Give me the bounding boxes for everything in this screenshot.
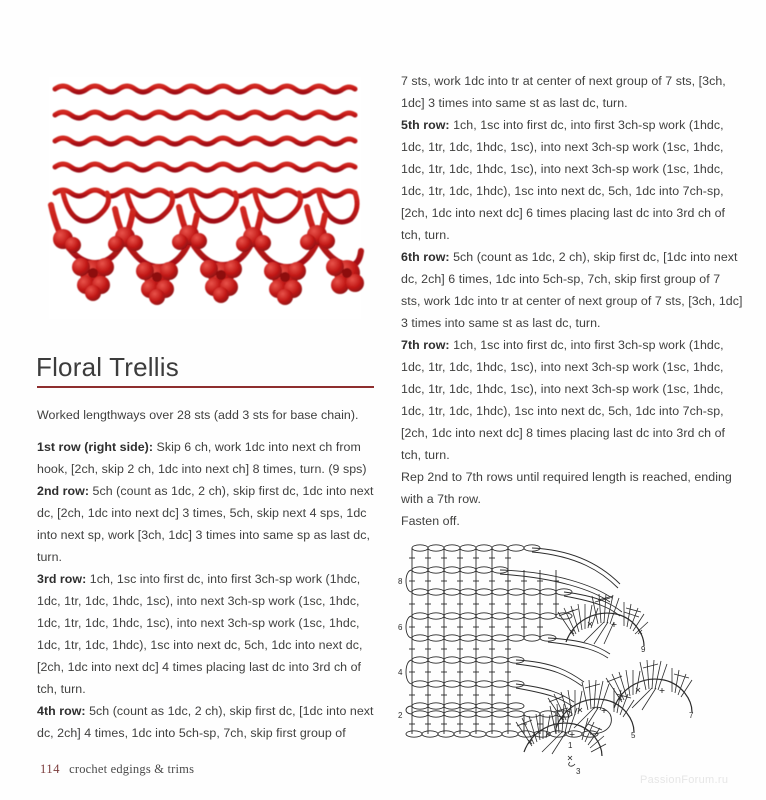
row-3-label: 3rd row:	[37, 572, 87, 586]
row-6-text: 5ch (count as 1dc, 2 ch), skip first dc, [1dc into next dc, 2ch] 6 times, 1dc into 5ch-sp, 7ch, skip first group of 7 sts, work 1dc into tr at center of next group of 7 sts, [3ch, 1dc] 3 times into same st as last dc, turn.	[401, 250, 743, 330]
instructions-left-column	[37, 404, 377, 744]
row-3-text: 1ch, 1sc into first dc, into first 3ch-sp work (1hdc, 1dc, 1tr, 1dc, 1hdc, 1sc), into next 3ch-sp work (1sc, 1hdc, 1dc, 1tr, 1dc, 1hdc, 1sc), into next 3ch-sp work (1sc, 1hdc, 1dc, 1tr, 1dc, 1hdc), 1sc into next dc, 5ch, 1dc into next dc, [2ch, 1dc into next dc] 4 times placing last dc into 3rd ch of tch, turn.	[37, 572, 363, 696]
crochet-stitch-chart	[398, 538, 748, 776]
diagram-row-label-3: 3	[576, 767, 581, 776]
row-2-text: 5ch (count as 1dc, 2 ch), skip first dc, 1dc into next dc, [2ch, 1dc into next dc] 3 times, 5ch, skip next 4 sps, 1dc into next sp, work [3ch, 1dc] 3 times into same sp as last dc, turn.	[37, 484, 374, 564]
page-number: 114	[40, 762, 61, 776]
row-6-label: 6th row:	[401, 250, 450, 264]
row-4-cont-text: 7 sts, work 1dc into tr at center of next group of 7 sts, [3ch, 1dc] 3 times into same st as last dc, turn.	[401, 74, 726, 110]
page-footer	[40, 762, 194, 777]
intro-spacer	[37, 426, 377, 436]
fasten-off-instruction	[401, 510, 743, 532]
row-2-label: 2nd row:	[37, 484, 90, 498]
row-1-text: Skip 6 ch, work 1dc into next ch from hook, [2ch, skip 2 ch, 1dc into next ch] 8 times, turn. (9 sps)	[37, 440, 367, 476]
crochet-photo-graphic	[49, 77, 361, 319]
repeat-text: Rep 2nd to 7th rows until required length is reached, ending with a 7th row.	[401, 470, 732, 506]
row-7-label: 7th row:	[401, 338, 450, 352]
instruction-row-6	[401, 246, 743, 334]
row-4-text: 5ch (count as 1dc, 2 ch), skip first dc, [1dc into next dc, 2ch] 4 times, 1dc into 5ch-sp, 7ch, skip first group of	[37, 704, 374, 740]
title-underline-rule	[37, 386, 374, 388]
row-7-text: 1ch, 1sc into first dc, into first 3ch-sp work (1hdc, 1dc, 1tr, 1dc, 1hdc, 1sc), into next 3ch-sp work (1sc, 1hdc, 1dc, 1tr, 1dc, 1hdc, 1sc), into next 3ch-sp work (1sc, 1hdc, 1dc, 1tr, 1dc, 1hdc), 1sc into next dc, 5ch, 1dc into 7ch-sp, [2ch, 1dc into next dc] 8 times placing last dc into 3rd ch of tch, turn.	[401, 338, 726, 462]
diagram-row-label-8: 8	[398, 577, 403, 586]
instruction-row-4-continued	[401, 70, 743, 114]
pattern-intro: Worked lengthways over 28 sts (add 3 sts for base chain).	[37, 408, 359, 422]
instructions-right-column	[401, 70, 743, 532]
instruction-row-5	[401, 114, 743, 246]
row-1-label: 1st row (right side):	[37, 440, 154, 454]
diagram-row-label-1: 1	[568, 741, 573, 750]
row-4-label: 4th row:	[37, 704, 86, 718]
running-head: crochet edgings & trims	[69, 762, 195, 776]
row-5-label: 5th row:	[401, 118, 450, 132]
instruction-row-2	[37, 480, 377, 568]
instruction-row-1	[37, 436, 377, 480]
repeat-instruction	[401, 466, 743, 510]
diagram-row-label-4: 4	[398, 668, 403, 677]
diagram-row-label-6: 6	[398, 623, 403, 632]
stitch-chart-graphic	[398, 538, 748, 776]
crochet-sample-photo	[49, 77, 361, 319]
diagram-row-label-9: 9	[641, 645, 646, 654]
instruction-row-4	[37, 700, 377, 744]
instruction-row-7	[401, 334, 743, 466]
fasten-text: Fasten off.	[401, 514, 460, 528]
diagram-row-label-2: 2	[398, 711, 403, 720]
diagram-row-label-7: 7	[689, 711, 694, 720]
page-title: Floral Trellis	[36, 352, 179, 382]
site-watermark: PassionForum.ru	[640, 774, 729, 786]
row-5-text: 1ch, 1sc into first dc, into first 3ch-sp work (1hdc, 1dc, 1tr, 1dc, 1hdc, 1sc), into next 3ch-sp work (1sc, 1hdc, 1dc, 1tr, 1dc, 1hdc, 1sc), into next 3ch-sp work (1sc, 1hdc, 1dc, 1tr, 1dc, 1hdc), 1sc into next dc, 5ch, 1dc into 7ch-sp, [2ch, 1dc into next dc] 6 times placing last dc into 3rd ch of tch, turn.	[401, 118, 726, 242]
diagram-row-label-5: 5	[631, 731, 636, 740]
instruction-row-3	[37, 568, 377, 700]
